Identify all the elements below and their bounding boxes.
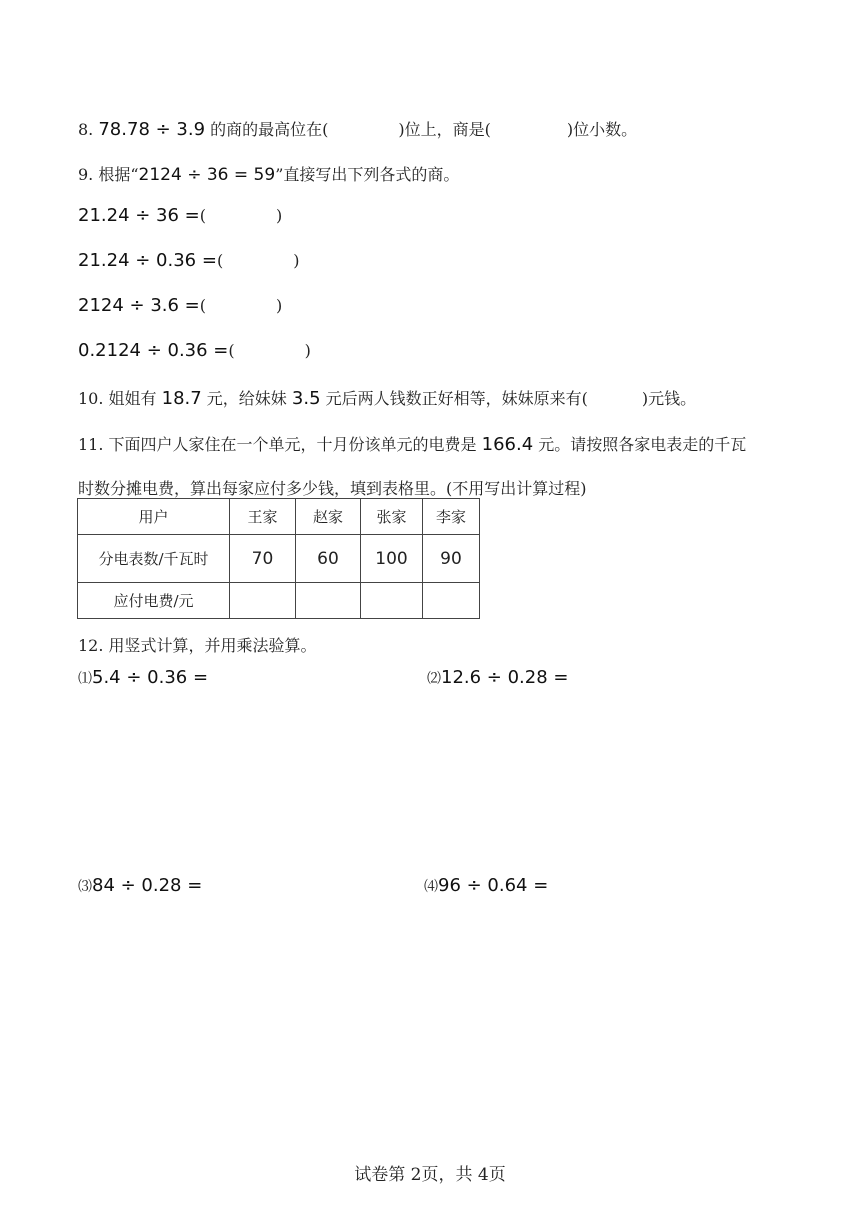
q12-item-1 [78, 667, 208, 688]
item-number: ⑶ [78, 879, 92, 895]
paren-open: ( [228, 341, 235, 360]
paren-open: ( [199, 296, 207, 315]
math-expression: 21.24 ÷ 0.36 = [78, 250, 217, 271]
question-8 [78, 117, 637, 140]
q12-item-4 [424, 875, 548, 896]
paren-close: ) [304, 341, 311, 360]
question-text: 元，给妹妹 [201, 389, 292, 408]
math-expression: 2124 ÷ 36 = 59 [138, 165, 276, 185]
electricity-fee-table [77, 498, 480, 619]
item-number: ⑴ [78, 671, 92, 687]
row-label: 分电表数/千瓦时 [78, 535, 230, 583]
question-text: 的商的最高位在( [210, 120, 329, 139]
question-text: 11. 下面四户人家住在一个单元，十月份该单元的电费是 [78, 435, 482, 454]
math-expression: 21.24 ÷ 36 = [78, 205, 200, 226]
page-footer: 试卷第 2页，共 4页 [354, 1165, 506, 1185]
question-text: 元。请按照各家电表走的千瓦 [533, 435, 747, 454]
header-cell: 赵家 [296, 499, 361, 535]
question-text: )位小数。 [566, 120, 638, 139]
question-9 [78, 162, 459, 185]
table-header-row [78, 499, 480, 535]
answer-cell[interactable] [230, 583, 296, 619]
math-number: 18.7 [161, 388, 202, 409]
q12-item-3 [78, 875, 202, 896]
math-expression: 12.6 ÷ 0.28 = [441, 667, 569, 688]
question-text: ”直接写出下列各式的商。 [275, 165, 460, 184]
header-cell: 李家 [423, 499, 480, 535]
q9-item-2 [78, 250, 299, 271]
math-expression: 5.4 ÷ 0.36 = [92, 667, 209, 688]
header-cell: 王家 [230, 499, 296, 535]
question-text: )位上，商是( [398, 120, 491, 139]
question-number: 8. [78, 120, 94, 139]
q9-item-3 [78, 295, 282, 316]
question-text: 时数分摊电费，算出每家应付多少钱，填到表格里。(不用写出计算过程) [78, 479, 587, 498]
table-cell: 60 [296, 535, 361, 583]
math-expression: 2124 ÷ 3.6 = [78, 295, 200, 316]
table-cell: 100 [361, 535, 423, 583]
table-row [78, 583, 480, 619]
q9-item-4 [78, 340, 311, 361]
question-text: )元钱。 [641, 389, 697, 408]
question-11-line-2 [78, 476, 587, 499]
q12-item-2 [427, 667, 569, 688]
answer-cell[interactable] [423, 583, 480, 619]
paren-close: ) [293, 251, 300, 270]
math-number: 3.5 [291, 388, 321, 409]
math-expression: 0.2124 ÷ 0.36 = [78, 340, 229, 361]
paren-open: ( [216, 251, 224, 270]
item-number: ⑵ [427, 671, 441, 687]
item-number: ⑷ [424, 879, 438, 895]
table-cell: 90 [423, 535, 480, 583]
question-text: 12. 用竖式计算，并用乘法验算。 [78, 636, 317, 655]
table-cell: 70 [230, 535, 296, 583]
answer-cell[interactable] [296, 583, 361, 619]
math-expression: 84 ÷ 0.28 = [92, 875, 203, 896]
header-cell: 张家 [361, 499, 423, 535]
header-cell: 用户 [78, 499, 230, 535]
answer-cell[interactable] [361, 583, 423, 619]
question-12-title [78, 633, 317, 656]
paren-open: ( [199, 206, 207, 225]
math-expression: 78.78 ÷ 3.9 [98, 119, 206, 140]
question-text: 10. 姐姐有 [78, 389, 162, 408]
math-expression: 96 ÷ 0.64 = [438, 875, 549, 896]
paren-close: ) [276, 296, 283, 315]
q9-item-1 [78, 205, 282, 226]
paren-close: ) [276, 206, 283, 225]
table-row [78, 535, 480, 583]
row-label: 应付电费/元 [78, 583, 230, 619]
question-10 [78, 386, 696, 409]
math-number: 166.4 [481, 434, 534, 455]
question-text: 9. 根据“ [78, 165, 139, 184]
question-11-line-1 [78, 432, 746, 455]
question-text: 元后两人钱数正好相等，妹妹原来有( [320, 389, 588, 408]
